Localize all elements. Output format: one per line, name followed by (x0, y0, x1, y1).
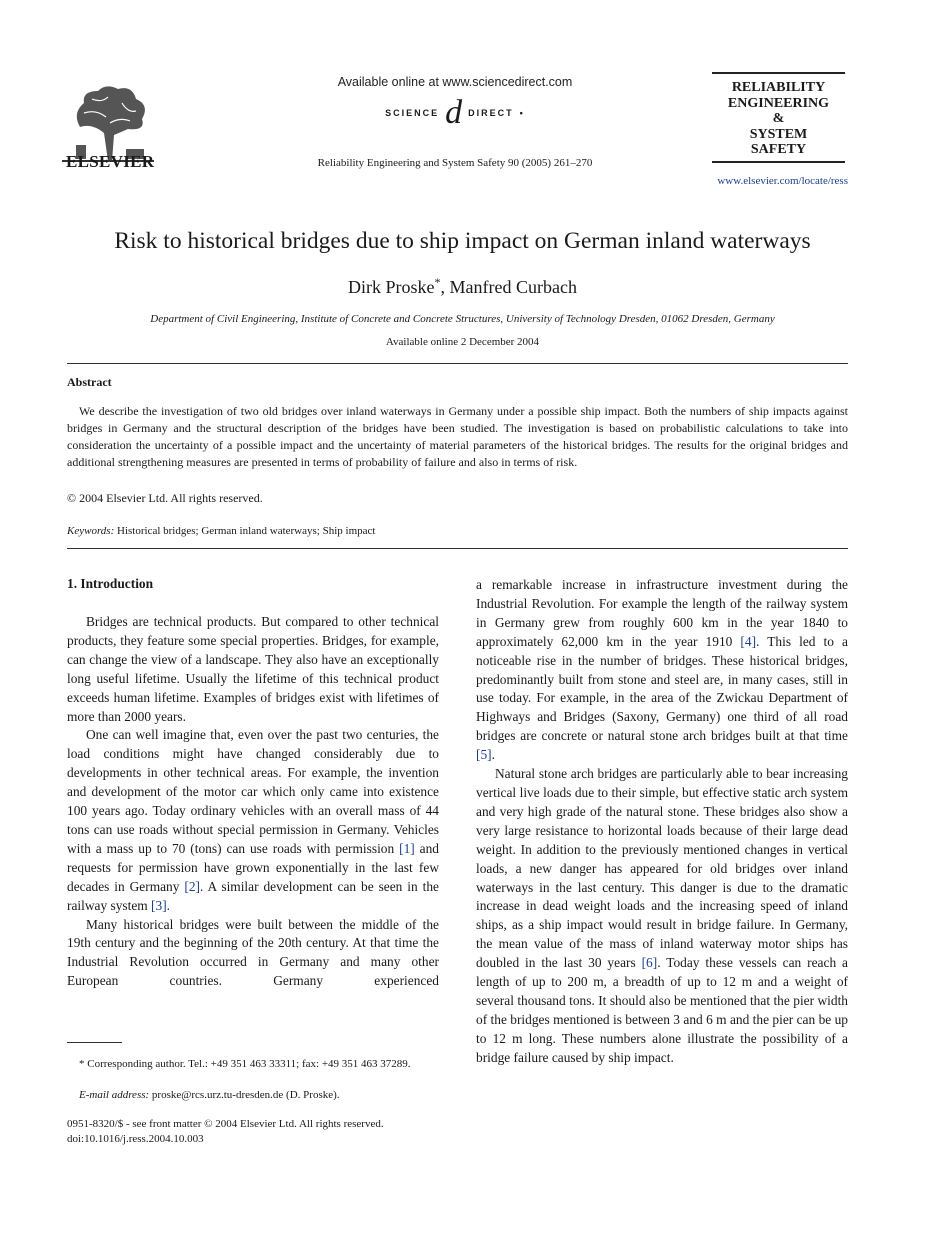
sd-right-word: DIRECT (468, 108, 514, 118)
keywords-list: Historical bridges; German inland waterways; Ship impact (114, 525, 376, 537)
paragraph (476, 765, 848, 1068)
text-run: . (491, 747, 495, 763)
text-run: . A similar development can be seen in the railway system (67, 878, 439, 913)
divider (67, 363, 848, 364)
author-list (40, 275, 885, 298)
text-run: Natural stone arch bridges are particularly able to bear increasing vertical live loads due to their simple, but effective static arch system and very high grade of the natural stone. These bridges also show a very large resistance to horizontal loads because of their large dead weight. In addition to the previously mentioned changes in vertical loads, a new danger has appeared for old bridges over inland waterways in the last century. This danger is due to the dramatic increase in dead weight loads and the increasing speed of inland ships, as a ship impact would result in bridge failure. In Germany, the mean value of the mass of inland waterway motor ships has doubled in the last 30 years (476, 766, 848, 971)
publisher-name: ELSEVIER (66, 152, 155, 171)
available-online-text[interactable]: Available online at www.sciencedirect.com (337, 75, 573, 89)
keywords (67, 525, 848, 537)
citation-link[interactable]: [6] (641, 955, 658, 971)
paragraph (476, 576, 848, 765)
citation-link[interactable]: [3] (151, 897, 167, 913)
doi-line[interactable]: doi:10.1016/j.ress.2004.10.003 (67, 1133, 204, 1145)
text-run: and requests for permission have grown exponentially in the last few decades in Germany (67, 840, 439, 894)
abstract-text: We describe the investigation of two old bridges over inland waterways in Germany under a possible ship impact. Both the numbers of ship impacts against bridges in Germany and the structural description of the bridges have been studied. The investigation is based on probabilistic calculations to take into consideration the uncertainty of a possible impact and the uncertainty of material parameters of the historical bridges. The results for the original bridges and additional strengthening measures are presented in terms of probability of failure and also in terms of risk. (67, 404, 848, 469)
front-matter (67, 1117, 467, 1147)
text-run: . This led to a noticeable rise in the number of bridges. These historical bridges, predominantly built from stone and steel are, in many cases, still in use today. For example, in the area of the Zwickau Department of Highways and Bridges (Saxony, Germany) one third of all road bridges are concrete or natural stone arch bridges built at that time (476, 633, 848, 744)
sd-left-word: SCIENCE (385, 108, 440, 118)
paragraph: Many historical bridges were built between the middle of the 19th century and the beginning of the 20th century. At that time the Industrial Revolution occurred in Germany and many other European countries. Germany experienced (67, 916, 439, 989)
keywords-label: Keywords: (67, 525, 115, 537)
abstract-body (67, 403, 848, 471)
abstract-heading: Abstract (67, 375, 112, 389)
email-address[interactable]: proske@rcs.urz.tu-dresden.de (D. Proske). (149, 1089, 340, 1101)
issn-line: 0951-8320/$ - see front matter © 2004 Elsevier Ltd. All rights reserved. (67, 1118, 384, 1130)
citation-link[interactable]: [1] (399, 840, 415, 856)
footnote-corresponding (67, 1057, 439, 1073)
abstract-copyright: © 2004 Elsevier Ltd. All rights reserved. (67, 491, 263, 505)
citation-link[interactable]: [2] (184, 878, 200, 894)
journal-title-line: SAFETY (750, 142, 807, 157)
corresponding-star[interactable]: * (434, 275, 441, 289)
available-online-date: Available online 2 December 2004 (385, 336, 540, 348)
text-run: a remarkable increase in infrastructure investment during the Industrial Revolution. For example the length of the railway system in Germany grew from roughly 600 km in the year 1840 to approximately 62,000 km in the year 1910 (476, 577, 848, 649)
footnote-corresponding-text: * Corresponding author. Tel.: +49 351 463 33311; fax: +49 351 463 37289. (79, 1058, 411, 1070)
footnote-email (79, 1089, 340, 1101)
divider (67, 548, 848, 549)
text-run: . Today these vessels can reach a length of up to 200 m, a breadth of up to 12 m and a weight of several thousand tons. It should also be mentioned that the pier width of the bridges mentioned is between 3 and 6 m and the pier can be up to 12 m long. These numbers alone illustrate the possibility of a bridge failure caused by ship impact. (476, 955, 848, 1065)
footnote-divider (67, 1042, 122, 1043)
text-run: . (166, 897, 171, 913)
journal-reference: Reliability Engineering and System Safety 90 (2005) 261–270 (317, 157, 593, 169)
sd-at-mark-icon: d (445, 94, 463, 131)
affiliation: Department of Civil Engineering, Institute of Concrete and Concrete Structures, University of Technology Dresden, 01062 Dresden, Germany (150, 313, 775, 325)
journal-title-line: SYSTEM (749, 126, 808, 142)
citation-link[interactable]: [5] (476, 747, 492, 763)
sd-registered-mark: • (519, 108, 525, 118)
journal-title-line: RELIABILITY (731, 80, 826, 95)
author-curbach[interactable]: , Manfred Curbach (440, 277, 577, 297)
article-title: Risk to historical bridges due to ship impact on German inland waterways (114, 228, 811, 254)
section-heading-introduction: 1. Introduction (67, 576, 154, 591)
right-column (476, 576, 848, 1068)
citation-link[interactable]: [4] (740, 633, 757, 649)
paragraph (67, 726, 439, 915)
sciencedirect-logo (300, 95, 610, 131)
journal-title-line: ENGINEERING (727, 95, 830, 111)
left-column (67, 613, 439, 991)
journal-title-line: & (772, 111, 785, 126)
paragraph: Bridges are technical products. But compared to other technical products, they feature some special properties. Bridges, for example, can change the view of a landscape. They also have an exceptionally long useful lifetime. Usually the lifetime of this technical product exceeds human lifetime. Examples of bridges exist with lifetimes of more than 2000 years. (67, 614, 439, 724)
author-proske[interactable]: Dirk Proske (348, 277, 435, 297)
text-run: One can well imagine that, even over the past two centuries, the load conditions might have changed considerably due to developments in other technical areas. For example, the invention and development of the motor car which only came into existence 100 years ago. Today ordinary vehicles with an overall mass of 44 tons can use roads without special permission in Germany. Vehicles with a mass up to 70 (tons) can use roads with permission (67, 727, 439, 856)
journal-url-link[interactable]: www.elsevier.com/locate/ress (717, 175, 848, 187)
journal-title-box (712, 72, 845, 163)
email-label: E-mail address: (79, 1089, 150, 1101)
